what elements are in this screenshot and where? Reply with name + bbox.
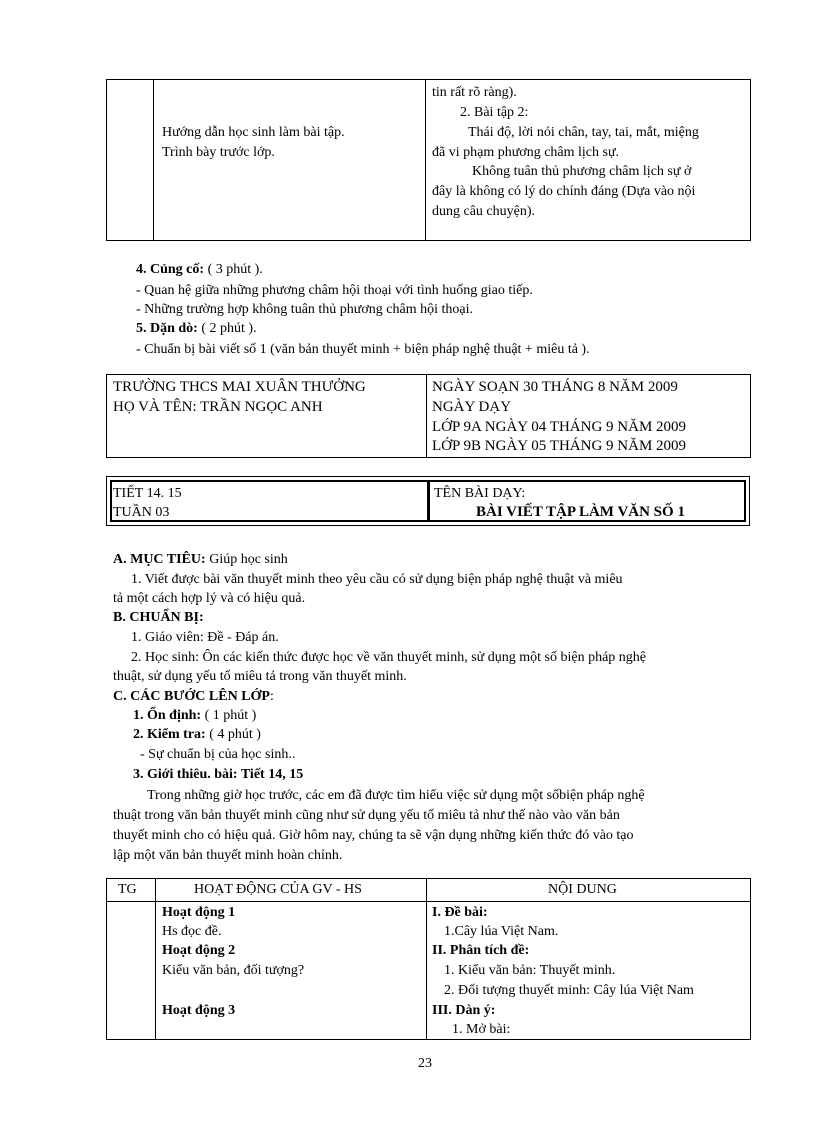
content-3-item: 1. Mở bài: bbox=[452, 1022, 511, 1037]
intro-paragraph-line: thuyết minh cho có hiệu quả. Giờ hôm nay, chúng ta sẽ vận dụng những kiến thức đó vào tạo bbox=[113, 828, 634, 843]
top-table-content-line: 2. Bài tập 2: bbox=[460, 105, 529, 120]
dan-do-heading: 5. Dặn dò: ( 2 phút ). bbox=[136, 321, 257, 336]
table-divider bbox=[153, 80, 154, 240]
lesson-week: TUẦN 03 bbox=[113, 505, 170, 520]
top-table-content-line: dung câu chuyện). bbox=[432, 204, 536, 219]
class-9a-date: LỚP 9A NGÀY 04 THÁNG 9 NĂM 2009 bbox=[432, 419, 687, 435]
lesson-name-label: TÊN BÀI DẠY: bbox=[434, 486, 526, 501]
date-taught-label: NGÀY DẠY bbox=[432, 399, 512, 415]
step-on-dinh: 1. Ổn định: ( 1 phút ) bbox=[133, 708, 257, 723]
top-table-activity-line: Trình bày trước lớp. bbox=[162, 145, 275, 160]
header-activity: HOẠT ĐỘNG CỦA GV - HS bbox=[194, 882, 362, 897]
section-c-heading: C. CÁC BƯỚC LÊN LỚP: bbox=[113, 689, 274, 704]
lesson-period: TIẾT 14. 15 bbox=[113, 486, 182, 501]
step-kiem-tra-item: - Sự chuẩn bị của học sinh.. bbox=[140, 747, 296, 762]
activity-2-text: Kiểu văn bản, đối tượng? bbox=[162, 963, 305, 978]
teacher-name: HỌ VÀ TÊN: TRẦN NGỌC ANH bbox=[113, 399, 323, 415]
dan-do-item: - Chuẩn bị bài viết số 1 (văn bản thuyết minh + biện pháp nghệ thuật + miêu tả ). bbox=[136, 342, 590, 357]
intro-paragraph-line: thuật trong văn bản thuyết minh cũng như sử dụng yếu tố miêu tả như thế nào vào văn bản bbox=[113, 808, 620, 823]
activity-2-heading: Hoạt động 2 bbox=[162, 943, 236, 958]
section-a-heading: A. MỤC TIÊU: Giúp học sinh bbox=[113, 552, 288, 567]
section-a-line: 1. Viết được bài văn thuyết minh theo yêu cầu có sử dụng biện pháp nghệ thuật và miêu bbox=[131, 572, 623, 587]
header-tg: TG bbox=[118, 882, 137, 897]
content-1-heading: I. Đề bài: bbox=[432, 905, 488, 920]
header-content: NỘI DUNG bbox=[548, 882, 617, 897]
section-b-line: 2. Học sinh: Ôn các kiến thức được học về văn thuyết minh, sử dụng một số biện pháp nghệ bbox=[131, 650, 647, 665]
section-b-line: thuật, sử dụng yếu tố miêu tả trong văn thuyết minh. bbox=[113, 669, 407, 684]
content-2-heading: II. Phân tích đề: bbox=[432, 943, 530, 958]
class-9b-date: LỚP 9B NGÀY 05 THÁNG 9 NĂM 2009 bbox=[432, 438, 687, 454]
lesson-name: BÀI VIẾT TẬP LÀM VĂN SỐ 1 bbox=[476, 504, 685, 520]
content-2-item: 1. Kiểu văn bản: Thuyết minh. bbox=[444, 963, 616, 978]
cung-co-item: - Quan hệ giữa những phương châm hội thoại với tình huống giao tiếp. bbox=[136, 283, 533, 298]
top-table-activity-line: Hướng dẫn học sinh làm bài tập. bbox=[162, 125, 345, 140]
section-b-heading: B. CHUẨN BỊ: bbox=[113, 610, 204, 625]
cung-co-heading: 4. Củng cố: ( 3 phút ). bbox=[136, 262, 263, 277]
date-prepared: NGÀY SOẠN 30 THÁNG 8 NĂM 2009 bbox=[432, 379, 678, 395]
intro-paragraph-line: Trong những giờ học trước, các em đã được tìm hiểu việc sử dụng một sốbiện pháp nghệ bbox=[147, 788, 645, 803]
cung-co-item: - Những trường hợp không tuân thủ phương châm hội thoại. bbox=[136, 302, 473, 317]
activity-3-heading: Hoạt động 3 bbox=[162, 1003, 236, 1018]
page-number: 23 bbox=[418, 1056, 432, 1071]
top-table-content-line: đã vi phạm phương châm lịch sự. bbox=[432, 145, 620, 160]
content-1-text: 1.Cây lúa Việt Nam. bbox=[444, 924, 559, 939]
intro-paragraph-line: lập một văn bản thuyết minh hoàn chỉnh. bbox=[113, 848, 343, 863]
activity-1-heading: Hoạt động 1 bbox=[162, 905, 236, 920]
table-divider bbox=[425, 80, 426, 240]
activity-1-text: Hs đọc đề. bbox=[162, 924, 222, 939]
step-gioi-thieu: 3. Giới thiêu. bài: Tiết 14, 15 bbox=[133, 767, 304, 782]
school-name: TRƯỜNG THCS MAI XUÂN THƯỞNG bbox=[113, 379, 366, 395]
top-table-content-line: Thái độ, lời nói chân, tay, tai, mắt, miệng bbox=[468, 125, 699, 140]
step-kiem-tra: 2. Kiểm tra: ( 4 phút ) bbox=[133, 727, 261, 742]
content-2-item: 2. Đối tượng thuyết minh: Cây lúa Việt Nam bbox=[444, 983, 694, 998]
top-table-content-line: đây là không có lý do chính đáng (Dựa vào nội bbox=[432, 184, 696, 199]
top-table-content-line: Không tuân thủ phương châm lịch sự ở bbox=[472, 164, 692, 179]
top-table-content-line: tin rất rõ ràng). bbox=[432, 85, 517, 100]
content-3-heading: III. Dàn ý: bbox=[432, 1003, 496, 1018]
section-b-line: 1. Giáo viên: Đề - Đáp án. bbox=[131, 630, 279, 645]
section-a-line: tả một cách hợp lý và có hiệu quả. bbox=[113, 591, 306, 606]
